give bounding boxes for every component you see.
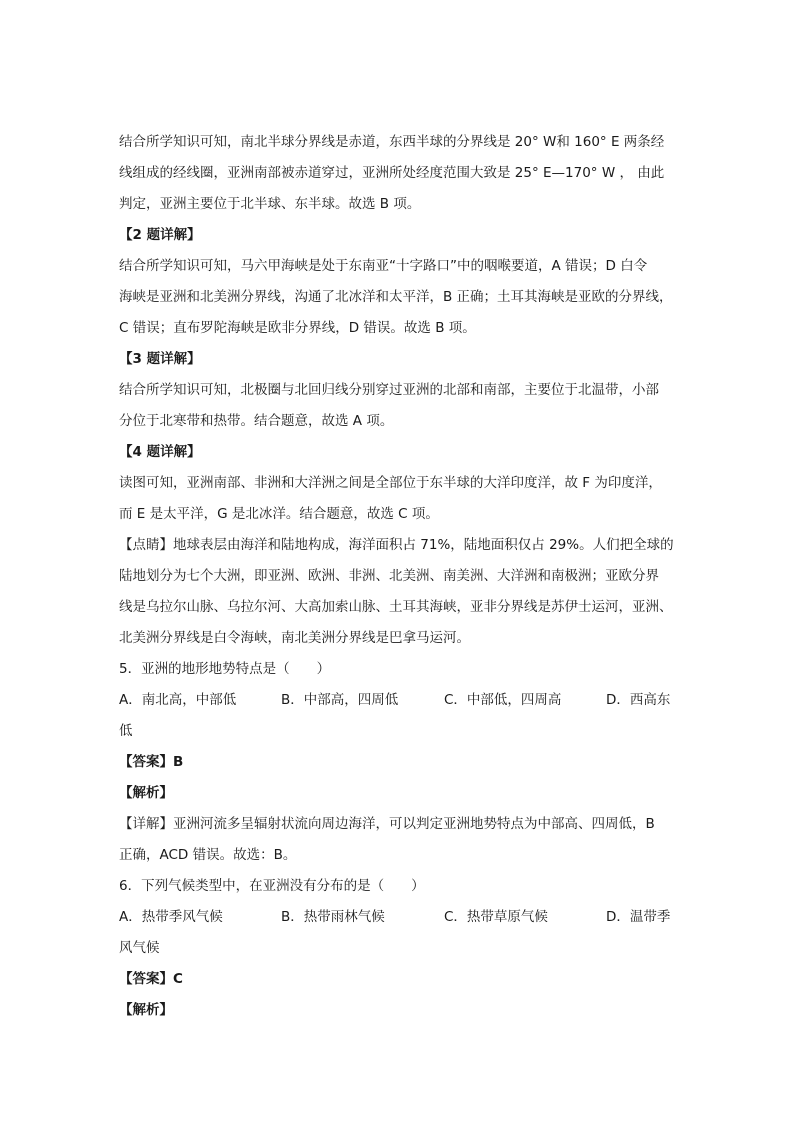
section-heading-q3: 【3 题详解】	[119, 351, 201, 367]
analysis-label: 【解析】	[119, 785, 173, 801]
question-5-stem: 5．亚洲的地形地势特点是（ ）	[119, 661, 331, 677]
option-b: B．中部高，四周低	[281, 692, 399, 708]
answer-label: 【答案】C	[119, 971, 183, 987]
option-a: A．热带季风气候	[119, 909, 223, 925]
text-line: 正确，ACD 错误。故选：B。	[119, 847, 297, 863]
analysis-label: 【解析】	[119, 1002, 173, 1018]
text-line: C 错误；直布罗陀海峡是欧非分界线，D 错误。故选 B 项。	[119, 320, 476, 336]
option-d: D．西高东	[606, 692, 671, 708]
text-line: 结合所学知识可知，马六甲海峡是处于东南亚“十字路口”中的咽喉要道，A 错误；D 白令	[119, 258, 648, 274]
text-line: 线是乌拉尔山脉、乌拉尔河、大高加索山脉、土耳其海峡，亚非分界线是苏伊士运河，亚洲、	[119, 599, 673, 615]
text-line: 判定，亚洲主要位于北半球、东半球。故选 B 项。	[119, 196, 421, 212]
text-line: 而 E 是太平洋，G 是北冰洋。结合题意，故选 C 项。	[119, 506, 439, 522]
option-d-continuation: 低	[119, 723, 133, 739]
section-heading-q4: 【4 题详解】	[119, 444, 201, 460]
text-line: 陆地划分为七个大洲，即亚洲、欧洲、非洲、北美洲、南美洲、大洋洲和南极洲；亚欧分界	[119, 568, 659, 584]
key-point-paragraph: 【点睛】地球表层由海洋和陆地构成，海洋面积占 71%，陆地面积仅占 29%。人们把全球的	[119, 537, 674, 553]
text-line: 结合所学知识可知，南北半球分界线是赤道，东西半球的分界线是 20° W和 160° E 两条经	[119, 134, 665, 150]
question-5-options	[119, 691, 679, 709]
text-line: 海峡是亚洲和北美洲分界线，沟通了北冰洋和太平洋，B 正确；土耳其海峡是亚欧的分界线，	[119, 289, 673, 305]
option-d-continuation: 风气候	[119, 940, 160, 956]
section-heading-q2: 【2 题详解】	[119, 227, 201, 243]
option-d: D．温带季	[606, 909, 671, 925]
option-a: A．南北高，中部低	[119, 692, 237, 708]
text-line: 读图可知，亚洲南部、非洲和大洋洲之间是全部位于东半球的大洋印度洋，故 F 为印度洋，	[119, 475, 662, 491]
text-line: 线组成的经线圈，亚洲南部被赤道穿过，亚洲所处经度范围大致是 25° E—170° W ， 由此	[119, 165, 665, 181]
text-line: 结合所学知识可知，北极圈与北回归线分别穿过亚洲的北部和南部，主要位于北温带，小部	[119, 382, 659, 398]
text-line: 北美洲分界线是白令海峡，南北美洲分界线是巴拿马运河。	[119, 630, 470, 646]
answer-label: 【答案】B	[119, 754, 184, 770]
text-line: 分位于北寒带和热带。结合题意，故选 A 项。	[119, 413, 394, 429]
detail-paragraph: 【详解】亚洲河流多呈辐射状流向周边海洋，可以判定亚洲地势特点为中部高、四周低，B	[119, 816, 655, 832]
question-6-stem: 6．下列气候类型中，在亚洲没有分布的是（ ）	[119, 878, 425, 894]
option-c: C．热带草原气候	[444, 909, 548, 925]
question-6-options	[119, 908, 679, 926]
option-c: C．中部低，四周高	[444, 692, 562, 708]
option-b: B．热带雨林气候	[281, 909, 385, 925]
